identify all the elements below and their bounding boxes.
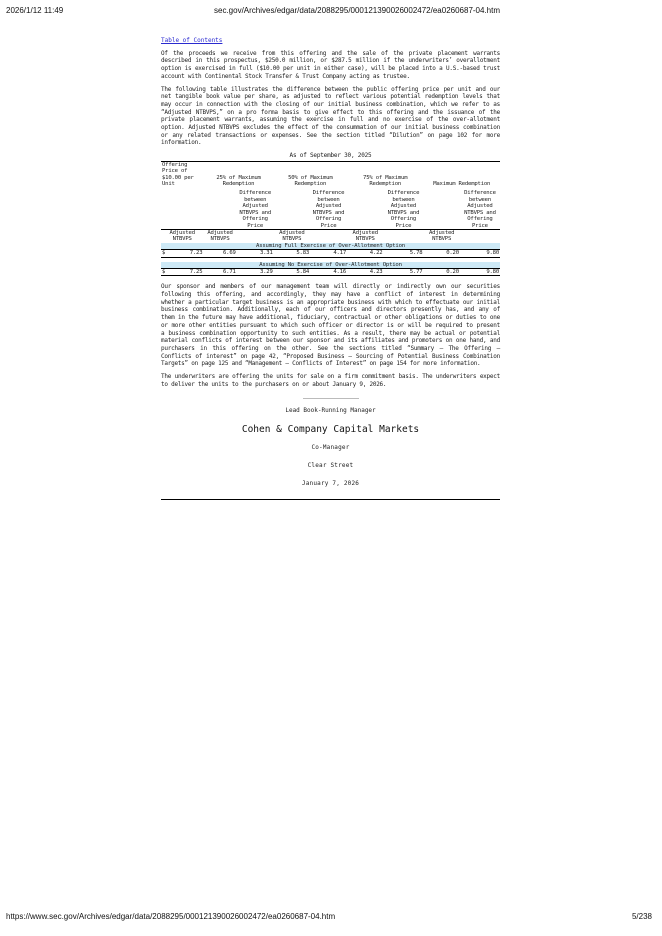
diff-header-max: Difference between Adjusted NTBVPS and Offering Price <box>460 190 500 229</box>
adj-header-offering: Adjusted NTBVPS <box>169 229 195 243</box>
table-cell: 9.80 <box>460 250 500 257</box>
dilution-table <box>161 161 500 277</box>
no-exercise-band: Assuming No Exercise of Over-Allotment Option <box>161 262 500 269</box>
prospectus-date: January 7, 2026 <box>301 479 360 487</box>
table-cell: 0.20 <box>423 250 459 257</box>
underwriters-paragraph: The underwriters are offering the units for sale on a firm commitment basis. The underwriters expect to deliver the units to the purchasers on or about January 9, 2026. <box>161 373 500 388</box>
table-cell: 5.78 <box>383 250 423 257</box>
table-row <box>161 250 500 257</box>
table-cell: 0.20 <box>423 268 459 275</box>
browser-url: https://www.sec.gov/Archives/edgar/data/2088295/000121390026002472/ea0260687-04.htm <box>6 912 336 921</box>
full-exercise-band: Assuming Full Exercise of Over-Allotment Option <box>161 243 500 250</box>
header-50-redemption: 50% of Maximum Redemption <box>288 174 333 188</box>
table-cell: 4.16 <box>310 268 347 275</box>
co-manager-firm: Clear Street <box>307 461 354 469</box>
adj-header-25: Adjusted NTBVPS <box>207 229 233 243</box>
ntbvps-paragraph: The following table illustrates the difference between the public offering price per unit and our net tangible book value per share, as adjusted to reflect various potential redemption levels that may occur in connection with the closing of our initial business combination, which we refer to as “Adjusted NTBVPS,” on a pro forma basis to give effect to this offering and the issuance of the private placement warrants, assuming the exercise in full and no exercise of the over-allotment option. Adjusted NTBVPS excludes the effect of the consummation of our initial business combination or any related transactions or expenses. See the section titled “Dilution” on page 102 for more information. <box>161 85 500 147</box>
table-cell: 5.83 <box>274 250 310 257</box>
table-cell: 6.71 <box>203 268 236 275</box>
adj-header-50: Adjusted NTBVPS <box>279 229 305 243</box>
conflicts-paragraph: Our sponsor and members of our management team will directly or indirectly own our securities following this offering, and accordingly, they may have a conflict of interest in determining whether a particular target business is an appropriate business with which to effectuate our initial business combination. Additionally, each of our officers and directors presently has, and any of them in the future may have additional, fiduciary, contractual or other obligations or duties to one or more other entities pursuant to which such officer or director is or will be required to present a business combination opportunity to such entities. As a result, there may be actual or potential material conflicts of interest between our sponsor and its affiliates and promoters on one hand, and purchasers in this offering on the other. See the sections titled “Summary — The Offering — Conflicts of interest” on page 42, “Proposed Business — Sourcing of Potential Business Combination Targets” on page 125 and “Management — Conflicts of Interest” on page 154 for more information. <box>161 283 500 368</box>
table-of-contents-link[interactable]: Table of Contents <box>161 37 223 44</box>
trust-account-paragraph: Of the proceeds we receive from this offering and the sale of the private placement warrants described in this prospectus, $250.0 million, or $287.5 million if the underwriters’ overallotment option is exercised in full ($10.00 per unit in either case), will be placed into a U.S.-based trust account with Continental Stock Transfer & Trust Company acting as trustee. <box>161 49 500 80</box>
currency-symbol: $ <box>161 250 187 257</box>
table-cell: 4.22 <box>347 250 383 257</box>
table-cell: 3.29 <box>237 268 274 275</box>
table-cell: 5.77 <box>383 268 423 275</box>
table-cell: 9.80 <box>460 268 500 275</box>
lead-manager-label: Lead Book-Running Manager <box>285 407 376 415</box>
header-75-redemption: 75% of Maximum Redemption <box>363 174 408 188</box>
browser-page-title: sec.gov/Archives/edgar/data/2088295/000121390026002472/ea0260687-04.htm <box>214 6 501 15</box>
adj-header-75: Adjusted NTBVPS <box>352 229 378 243</box>
table-cell: 4.23 <box>347 268 383 275</box>
header-max-redemption: Maximum Redemption <box>433 181 491 188</box>
page-counter: 5/238 <box>631 912 652 921</box>
diff-header-25: Difference between Adjusted NTBVPS and Offering Price <box>237 190 274 229</box>
offering-price-header: Offering Price of $10.00 per Unit <box>162 161 194 188</box>
diff-header-75: Difference between Adjusted NTBVPS and Offering Price <box>383 190 423 229</box>
diff-header-50: Difference between Adjusted NTBVPS and Offering Price <box>310 190 347 229</box>
table-as-of-date: As of September 30, 2025 <box>289 152 372 160</box>
table-cell: 3.31 <box>237 250 274 257</box>
table-cell: 6.69 <box>203 250 236 257</box>
table-cell: 7.25 <box>187 268 204 275</box>
co-manager-label: Co-Manager <box>311 444 350 452</box>
browser-datetime: 2026/1/12 11:49 <box>6 6 64 15</box>
table-cell: 5.84 <box>274 268 310 275</box>
currency-symbol: $ <box>161 268 187 275</box>
divider <box>303 398 359 399</box>
table-row <box>161 268 500 275</box>
table-cell: 7.23 <box>187 250 204 257</box>
divider <box>161 499 500 500</box>
table-cell: 4.17 <box>310 250 347 257</box>
header-25-redemption: 25% of Maximum Redemption <box>216 174 261 188</box>
adj-header-max: Adjusted NTBVPS <box>428 229 455 243</box>
lead-manager-firm: Cohen & Company Capital Markets <box>241 424 420 436</box>
document-page <box>161 37 500 500</box>
